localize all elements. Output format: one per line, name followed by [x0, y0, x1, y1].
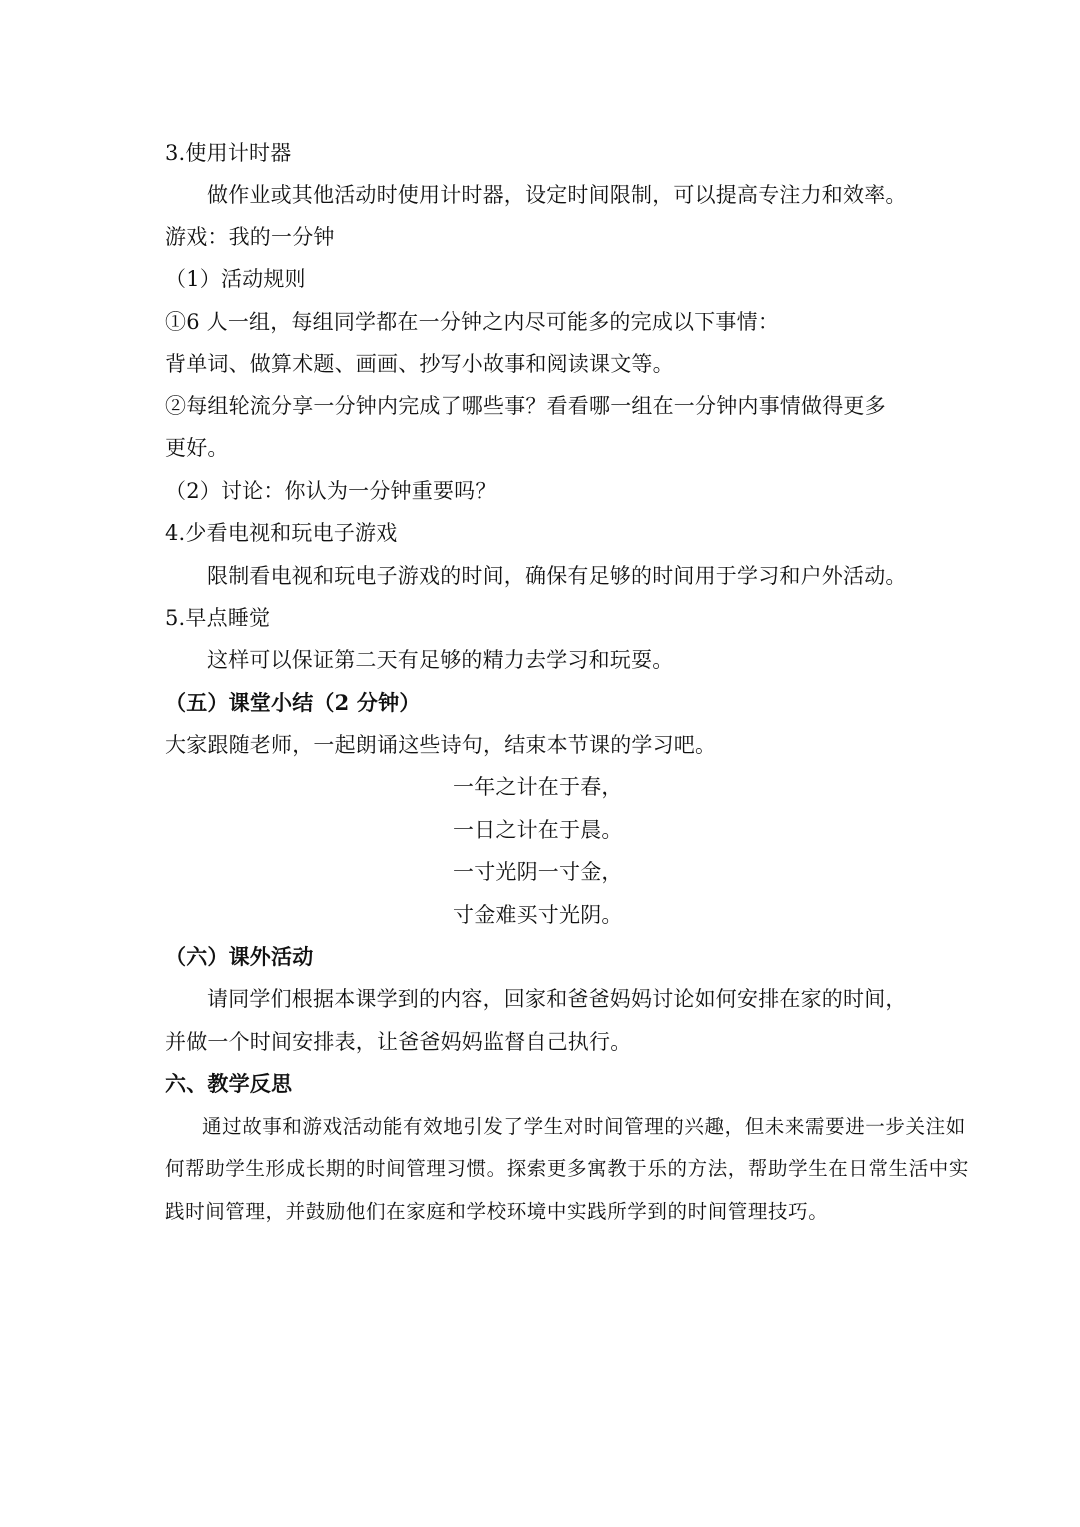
activity-rules-heading: （1）活动规则 [165, 267, 306, 291]
reflection-line-3: 践时间管理，并鼓励他们在家庭和学校环境中实践所学到的时间管理技巧。 [165, 1200, 829, 1223]
section-summary-heading: （五）课堂小结（2 分钟） [165, 690, 421, 715]
poem-line-3: 一寸光阴一寸金， [453, 860, 623, 884]
poem-line-2: 一日之计在于晨。 [453, 818, 623, 842]
paragraph-timer: 做作业或其他活动时使用计时器，设定时间限制，可以提高专注力和效率。 [207, 183, 907, 207]
rule-two: ②每组轮流分享一分钟内完成了哪些事？看看哪一组在一分钟内事情做得更多 [165, 394, 886, 418]
game-title: 游戏：我的一分钟 [165, 225, 335, 249]
rule-one: ①6 人一组，每组同学都在一分钟之内尽可能多的完成以下事情： [165, 310, 780, 334]
paragraph-less-tv: 限制看电视和玩电子游戏的时间，确保有足够的时间用于学习和户外活动。 [207, 564, 907, 588]
heading-less-tv: 4.少看电视和玩电子游戏 [165, 521, 398, 545]
poem-line-4: 寸金难买寸光阴。 [453, 903, 623, 927]
summary-paragraph: 大家跟随老师，一起朗诵这些诗句，结束本节课的学习吧。 [165, 733, 717, 757]
rule-one-tasks: 背单词、做算术题、画画、抄写小故事和阅读课文等。 [165, 352, 674, 376]
reflection-line-1: 通过故事和游戏活动能有效地引发了学生对时间管理的兴趣，但未来需要进一步关注如 [202, 1115, 966, 1138]
discussion-question: （2）讨论：你认为一分钟重要吗？ [165, 479, 497, 503]
reflection-line-2: 何帮助学生形成长期的时间管理习惯。探索更多寓教于乐的方法，帮助学生在日常生活中实 [165, 1157, 970, 1180]
extracurricular-paragraph-continued: 并做一个时间安排表，让爸爸妈妈监督自己执行。 [165, 1030, 632, 1054]
heading-sleep-early: 5.早点睡觉 [165, 606, 271, 630]
heading-use-timer: 3.使用计时器 [165, 141, 292, 165]
paragraph-sleep-early: 这样可以保证第二天有足够的精力去学习和玩耍。 [207, 648, 674, 672]
rule-two-continued: 更好。 [165, 436, 229, 460]
section-extracurricular-heading: （六）课外活动 [165, 944, 314, 969]
section-reflection-heading: 六、教学反思 [165, 1071, 293, 1096]
poem-line-1: 一年之计在于春， [453, 775, 623, 799]
extracurricular-paragraph: 请同学们根据本课学到的内容，回家和爸爸妈妈讨论如何安排在家的时间， [207, 987, 907, 1011]
